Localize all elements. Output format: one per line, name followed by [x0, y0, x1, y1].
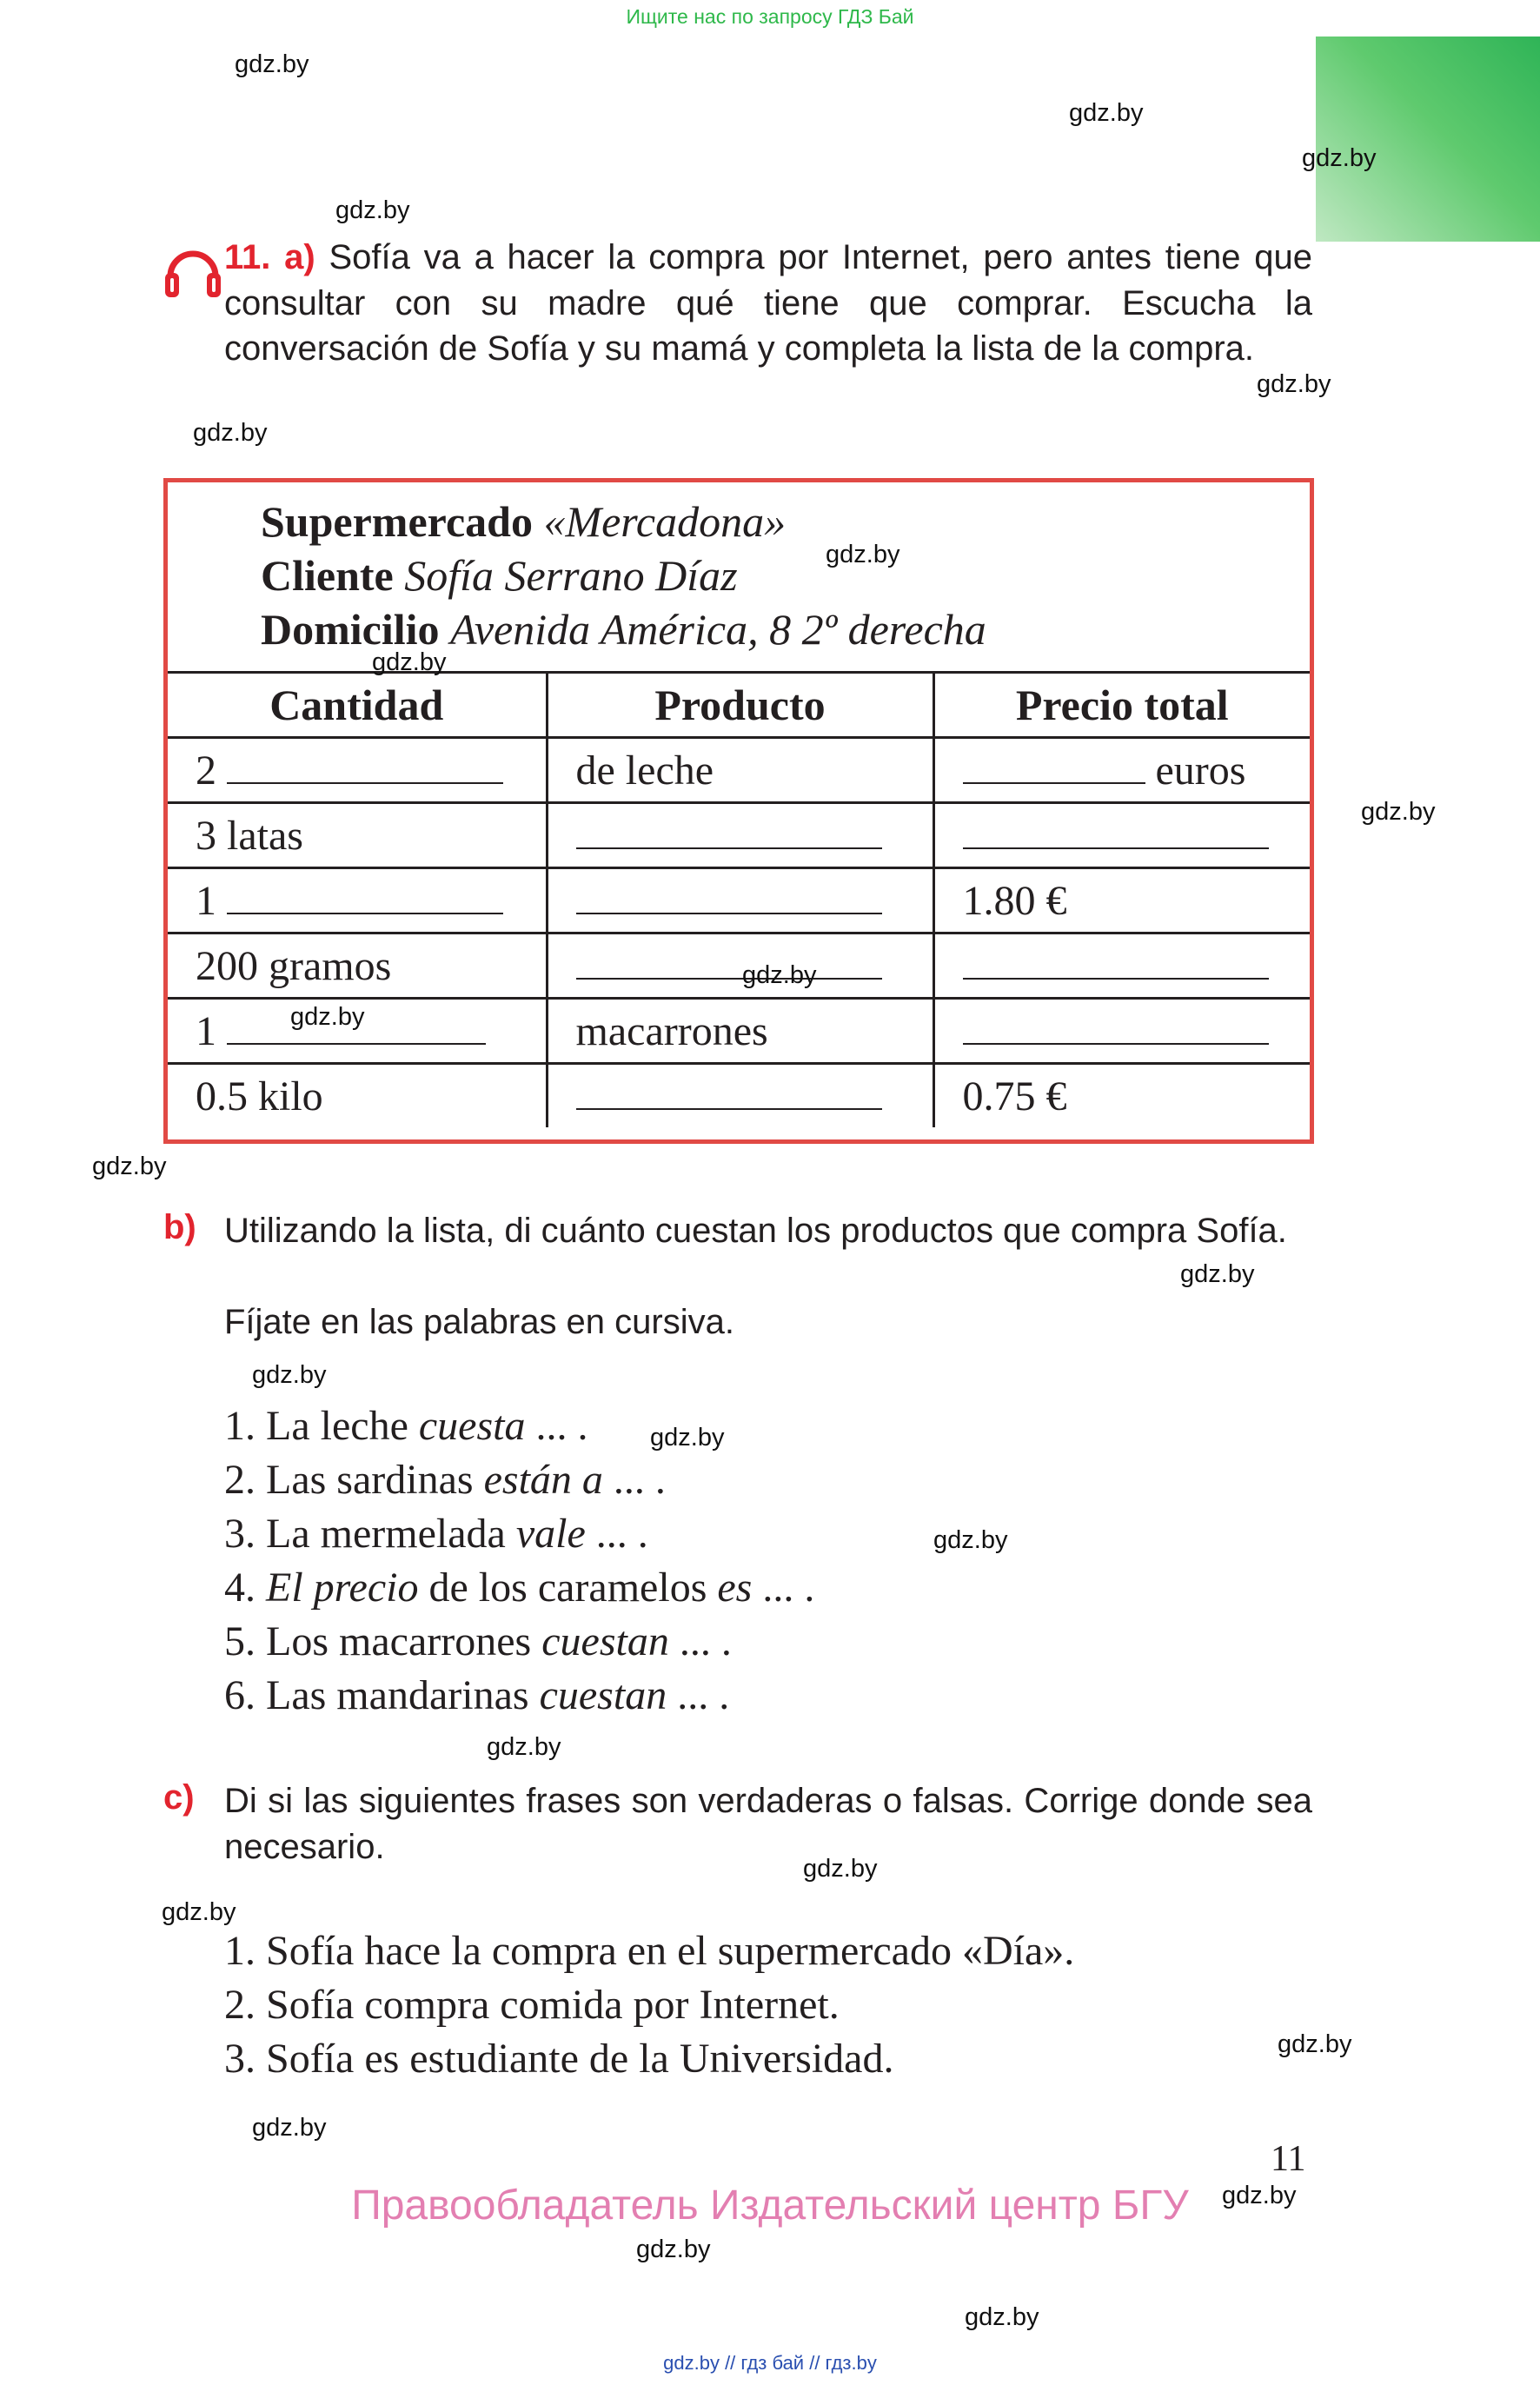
- watermark: gdz.by: [1278, 2030, 1352, 2058]
- product-cell[interactable]: de leche: [547, 738, 933, 803]
- price-cell[interactable]: [933, 933, 1310, 999]
- part-c-label: c): [163, 1778, 195, 1817]
- list-item: 2. Las sardinas están a ... .: [224, 1457, 666, 1503]
- table-row: [168, 1064, 1310, 1128]
- supermarket-label: Supermercado: [261, 497, 533, 546]
- list-item: 3. Sofía es estudiante de la Universidad.: [224, 2036, 894, 2082]
- address-label: Domicilio: [261, 605, 440, 654]
- watermark: gdz.by: [162, 1898, 236, 1926]
- table-row: [168, 933, 1310, 999]
- shopping-table: [168, 671, 1310, 1127]
- watermark: gdz.by: [290, 1003, 365, 1031]
- headphones-icon: [162, 242, 224, 301]
- qty-cell[interactable]: 200 gramos: [168, 933, 547, 999]
- column-header: Producto: [547, 673, 933, 738]
- watermark: gdz.by: [1302, 144, 1377, 172]
- product-cell[interactable]: [547, 1064, 933, 1128]
- green-corner-tab: [1316, 37, 1540, 242]
- list-item: 2. Sofía compra comida por Internet.: [224, 1982, 840, 2028]
- price-cell[interactable]: 1.80 €: [933, 868, 1310, 933]
- price-cell[interactable]: euros: [933, 738, 1310, 803]
- watermark: gdz.by: [372, 648, 447, 676]
- qty-cell[interactable]: 2: [168, 738, 547, 803]
- watermark: gdz.by: [803, 1855, 878, 1883]
- page-number: 11: [1271, 2139, 1306, 2179]
- watermark: gdz.by: [252, 1361, 327, 1389]
- watermark: gdz.by: [742, 961, 817, 989]
- price-cell[interactable]: [933, 803, 1310, 868]
- watermark: gdz.by: [252, 2114, 327, 2142]
- receipt-header: [261, 495, 986, 656]
- watermark: gdz.by: [92, 1153, 167, 1180]
- list-item: 1. Sofía hace la compra en el supermercado «Día».: [224, 1928, 1075, 1974]
- column-header: Precio total: [933, 673, 1310, 738]
- watermark: gdz.by: [933, 1526, 1008, 1554]
- exercise-number: 11. a): [224, 238, 315, 276]
- list-item: 4. El precio de los caramelos es ... .: [224, 1565, 815, 1611]
- watermark: gdz.by: [1180, 1260, 1255, 1288]
- part-b-instruction: Utilizando la lista, di cuánto cuestan los productos que compra Sofía.: [224, 1212, 1287, 1250]
- product-cell[interactable]: macarrones: [547, 999, 933, 1064]
- part-c-instruction: Di si las siguientes frases son verdaderas o falsas. Corrige donde sea necesario.: [224, 1782, 1312, 1866]
- part-b-hint: Fíjate en las palabras en cursiva.: [224, 1303, 734, 1341]
- watermark: gdz.by: [487, 1733, 561, 1761]
- table-header-row: [168, 673, 1310, 738]
- column-header: Cantidad: [168, 673, 547, 738]
- search-hint[interactable]: Ищите нас по запросу ГДЗ Бай: [626, 5, 914, 28]
- watermark: gdz.by: [636, 2236, 711, 2263]
- supermarket-value: «Mercadona»: [543, 497, 787, 546]
- product-cell[interactable]: [547, 868, 933, 933]
- table-row: [168, 803, 1310, 868]
- table-row: [168, 738, 1310, 803]
- price-cell[interactable]: [933, 999, 1310, 1064]
- qty-cell[interactable]: 1: [168, 868, 547, 933]
- watermark: gdz.by: [650, 1424, 725, 1452]
- part-b-list: [224, 1399, 1311, 1723]
- product-cell[interactable]: [547, 803, 933, 868]
- watermark: gdz.by: [965, 2303, 1039, 2331]
- watermark: gdz.by: [335, 196, 410, 224]
- price-cell[interactable]: 0.75 €: [933, 1064, 1310, 1128]
- watermark: gdz.by: [235, 50, 309, 78]
- part-b-label: b): [163, 1208, 196, 1246]
- client-label: Cliente: [261, 551, 394, 600]
- address-value: Avenida América, 8 2º derecha: [450, 605, 986, 654]
- watermark: gdz.by: [1361, 798, 1436, 826]
- shopping-receipt: [163, 478, 1314, 1144]
- list-item: 5. Los macarrones cuestan ... .: [224, 1618, 732, 1664]
- rights-holder: Правообладатель Издательский центр БГУ: [351, 2182, 1189, 2229]
- watermark: gdz.by: [826, 541, 900, 568]
- qty-cell[interactable]: 0.5 kilo: [168, 1064, 547, 1128]
- list-item: 1. La leche cuesta ... .: [224, 1403, 588, 1449]
- watermark: gdz.by: [1257, 370, 1331, 398]
- client-value: Sofía Serrano Díaz: [404, 551, 738, 600]
- exercise-instruction: [224, 235, 1312, 372]
- watermark: gdz.by: [1069, 99, 1144, 127]
- watermark: gdz.by: [193, 419, 268, 447]
- qty-cell[interactable]: 1: [168, 999, 547, 1064]
- watermark: gdz.by: [1222, 2182, 1297, 2209]
- exercise-text: Sofía va a hacer la compra por Internet, pero antes tiene que consultar con su madre qué tiene que comprar. Escucha la conversación de Sofía y su mamá y completa la lista de la compra.: [224, 238, 1312, 368]
- table-row: [168, 868, 1310, 933]
- product-cell[interactable]: [547, 933, 933, 999]
- footer-links[interactable]: gdz.by // гдз бай // гдз.by: [663, 2352, 877, 2374]
- list-item: 3. La mermelada vale ... .: [224, 1511, 648, 1557]
- list-item: 6. Las mandarinas cuestan ... .: [224, 1672, 730, 1718]
- part-c-list: [224, 1924, 1311, 2086]
- qty-cell[interactable]: 3 latas: [168, 803, 547, 868]
